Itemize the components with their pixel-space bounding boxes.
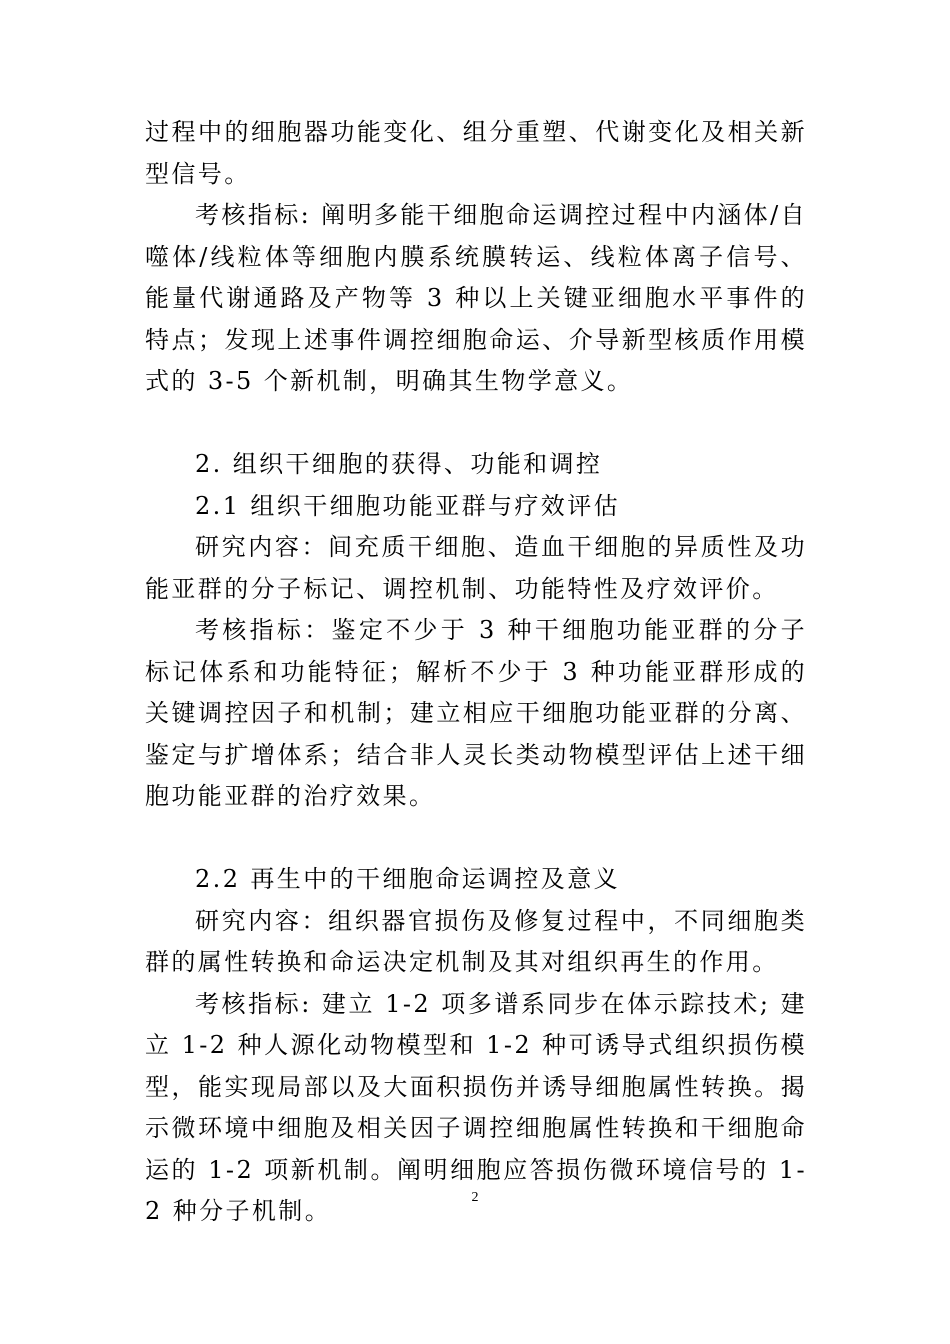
paragraph-assessment-2-1: 考核指标：鉴定不少于 3 种干细胞功能亚群的分子标记体系和功能特征；解析不少于 3 种功能亚群形成的关键调控因子和机制；建立相应干细胞功能亚群的分离、鉴定与扩增体系；结合非人灵长类动物模型评估上述干细胞功能亚群的治疗效果。 <box>145 616 807 810</box>
paragraph-research-2-1: 研究内容：间充质干细胞、造血干细胞的异质性及功能亚群的分子标记、调控机制、功能特性及疗效评价。 <box>145 533 807 603</box>
blank-line <box>145 403 807 445</box>
paragraph-continuation: 过程中的细胞器功能变化、组分重塑、代谢变化及相关新型信号。 <box>145 118 807 188</box>
paragraph-assessment-1: 考核指标: 阐明多能干细胞命运调控过程中内涵体/自噬体/线粒体等细胞内膜系统膜转运、线粒体离子信号、能量代谢通路及产物等 3 种以上关键亚细胞水平事件的特点；发现上述事件调控细胞命运、介导新型核质作用模式的 3-5 个新机制，明确其生物学意义。 <box>145 201 807 395</box>
section-heading-2: 2. 组织干细胞的获得、功能和调控 <box>195 450 603 478</box>
paragraph-research-2-2: 研究内容：组织器官损伤及修复过程中，不同细胞类群的属性转换和命运决定机制及其对组织再生的作用。 <box>145 906 807 976</box>
paragraph-assessment-2-2: 考核指标: 建立 1-2 项多谱系同步在体示踪技术; 建立 1-2 种人源化动物模型和 1-2 种可诱导式组织损伤模型，能实现局部以及大面积损伤并诱导细胞属性转换。揭示微环境中细胞及相关因子调控细胞属性转换和干细胞命运的 1-2 项新机制。阐明细胞应答损伤微环境信号的 1-2 种分子机制。 <box>145 989 807 1225</box>
subsection-heading-2-2: 2.2 再生中的干细胞命运调控及意义 <box>195 865 620 893</box>
subsection-heading-2-1: 2.1 组织干细胞功能亚群与疗效评估 <box>195 491 620 520</box>
document-body <box>145 112 807 1233</box>
blank-line <box>145 818 807 860</box>
page-number: 2 <box>471 1190 479 1205</box>
